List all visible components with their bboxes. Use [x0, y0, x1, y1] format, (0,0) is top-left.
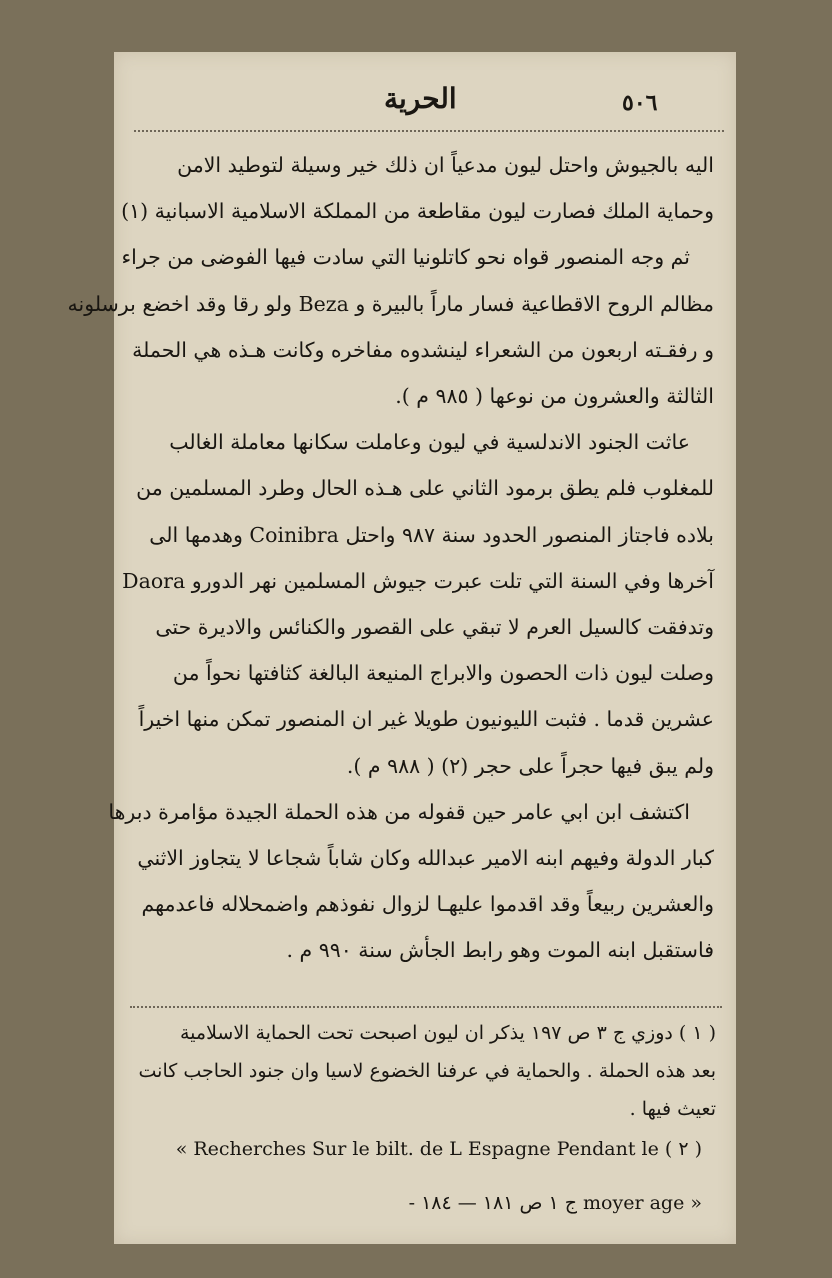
- text-line: ولم يبق فيها حجراً على حجر (٢) ( ٩٨٨ م ).: [346, 753, 714, 778]
- text-line: اكتشف ابن ابي عامر حين قفوله من هذه الحملة الجيدة مؤامرة دبرها: [108, 799, 690, 824]
- text-line: وصلت ليون ذات الحصون والابراج المنيعة البالغة كثافتها نحواً من: [172, 661, 714, 686]
- text-line: ثم وجه المنصور قواه نحو كاتلونيا التي سادت فيها الفوضى من جراء: [121, 245, 690, 270]
- text-line: وحماية الملك فصارت ليون مقاطعة من المملكة الاسلامية الاسبانية (١): [121, 199, 714, 224]
- text-line: فاستقبل ابنه الموت وهو رابط الجأش سنة ٩٩٠ م .: [286, 938, 714, 963]
- text-line: كبار الدولة وفيهم ابنه الامير عبدالله وكان شاباً شجاعا لا يتجاوز الاثني: [137, 846, 714, 871]
- main-text: [67, 142, 714, 974]
- text-line: عشرين قدما . فثبت الليونيون طويلا غير ان المنصور تمكن منها اخيراً: [138, 707, 714, 732]
- book-page: [67, 52, 736, 1244]
- footnote-divider: [130, 1006, 722, 1008]
- footnote-line: تعيث فيها .: [629, 1098, 716, 1120]
- footnote-line: بعد هذه الحملة . والحماية في عرفنا الخضوع لاسيا وان جنود الحاجب كانت: [138, 1060, 716, 1082]
- text-line: آخرها وفي السنة التي تلت عبرت جيوش المسلمين نهر الدورو Daora: [122, 568, 714, 593]
- page-number: ٥٠٦: [622, 90, 658, 116]
- text-line: بلاده فاجتاز المنصور الحدود سنة ٩٨٧ واحتل Coinibra وهدمها الى: [149, 522, 714, 547]
- text-line: الثالثة والعشرون من نوعها ( ٩٨٥ م ).: [395, 384, 714, 409]
- footnote-reference-line: « moyer age ج ١ ص ١٨١ — ١٨٤ -: [408, 1192, 702, 1214]
- text-line: والعشرين ربيعاً وقد اقدموا عليهـا لزوال نفوذهم واضمحلاله فاعدمهم: [141, 892, 714, 917]
- page-header: [114, 52, 736, 132]
- text-line: وتدفقت كالسيل العرم لا تبقي على القصور والكنائس والاديرة حتى: [155, 615, 714, 640]
- footnote-line: ( ١ ) دوزي ج ٣ ص ١٩٧ يذكر ان ليون اصبحت تحت الحماية الاسلامية: [179, 1022, 716, 1044]
- text-line: للمغلوب فلم يطق برمود الثاني على هـذه الحال وطرد المسلمين من: [136, 476, 714, 501]
- text-line: و رفقـته اربعون من الشعراء لينشدوه مفاخره وكانت هـذه هي الحملة: [132, 337, 714, 362]
- footnotes: [130, 1014, 716, 1128]
- header-divider: [134, 130, 724, 132]
- footnote-reference-line: ( ٢ ) Recherches Sur le bilt. de L Espagne Pendant le »: [175, 1138, 702, 1160]
- text-line: عاثت الجنود الاندلسية في ليون وعاملت سكانها معاملة الغالب: [169, 430, 690, 455]
- text-line: مظالم الروح الاقطاعية فسار ماراً بالبيرة و Beza ولو رقا وقد اخضع برسلونه: [67, 291, 714, 316]
- running-title: الحرية: [384, 82, 457, 115]
- text-line: اليه بالجيوش واحتل ليون مدعياً ان ذلك خير وسيلة لتوطيد الامن: [177, 153, 714, 177]
